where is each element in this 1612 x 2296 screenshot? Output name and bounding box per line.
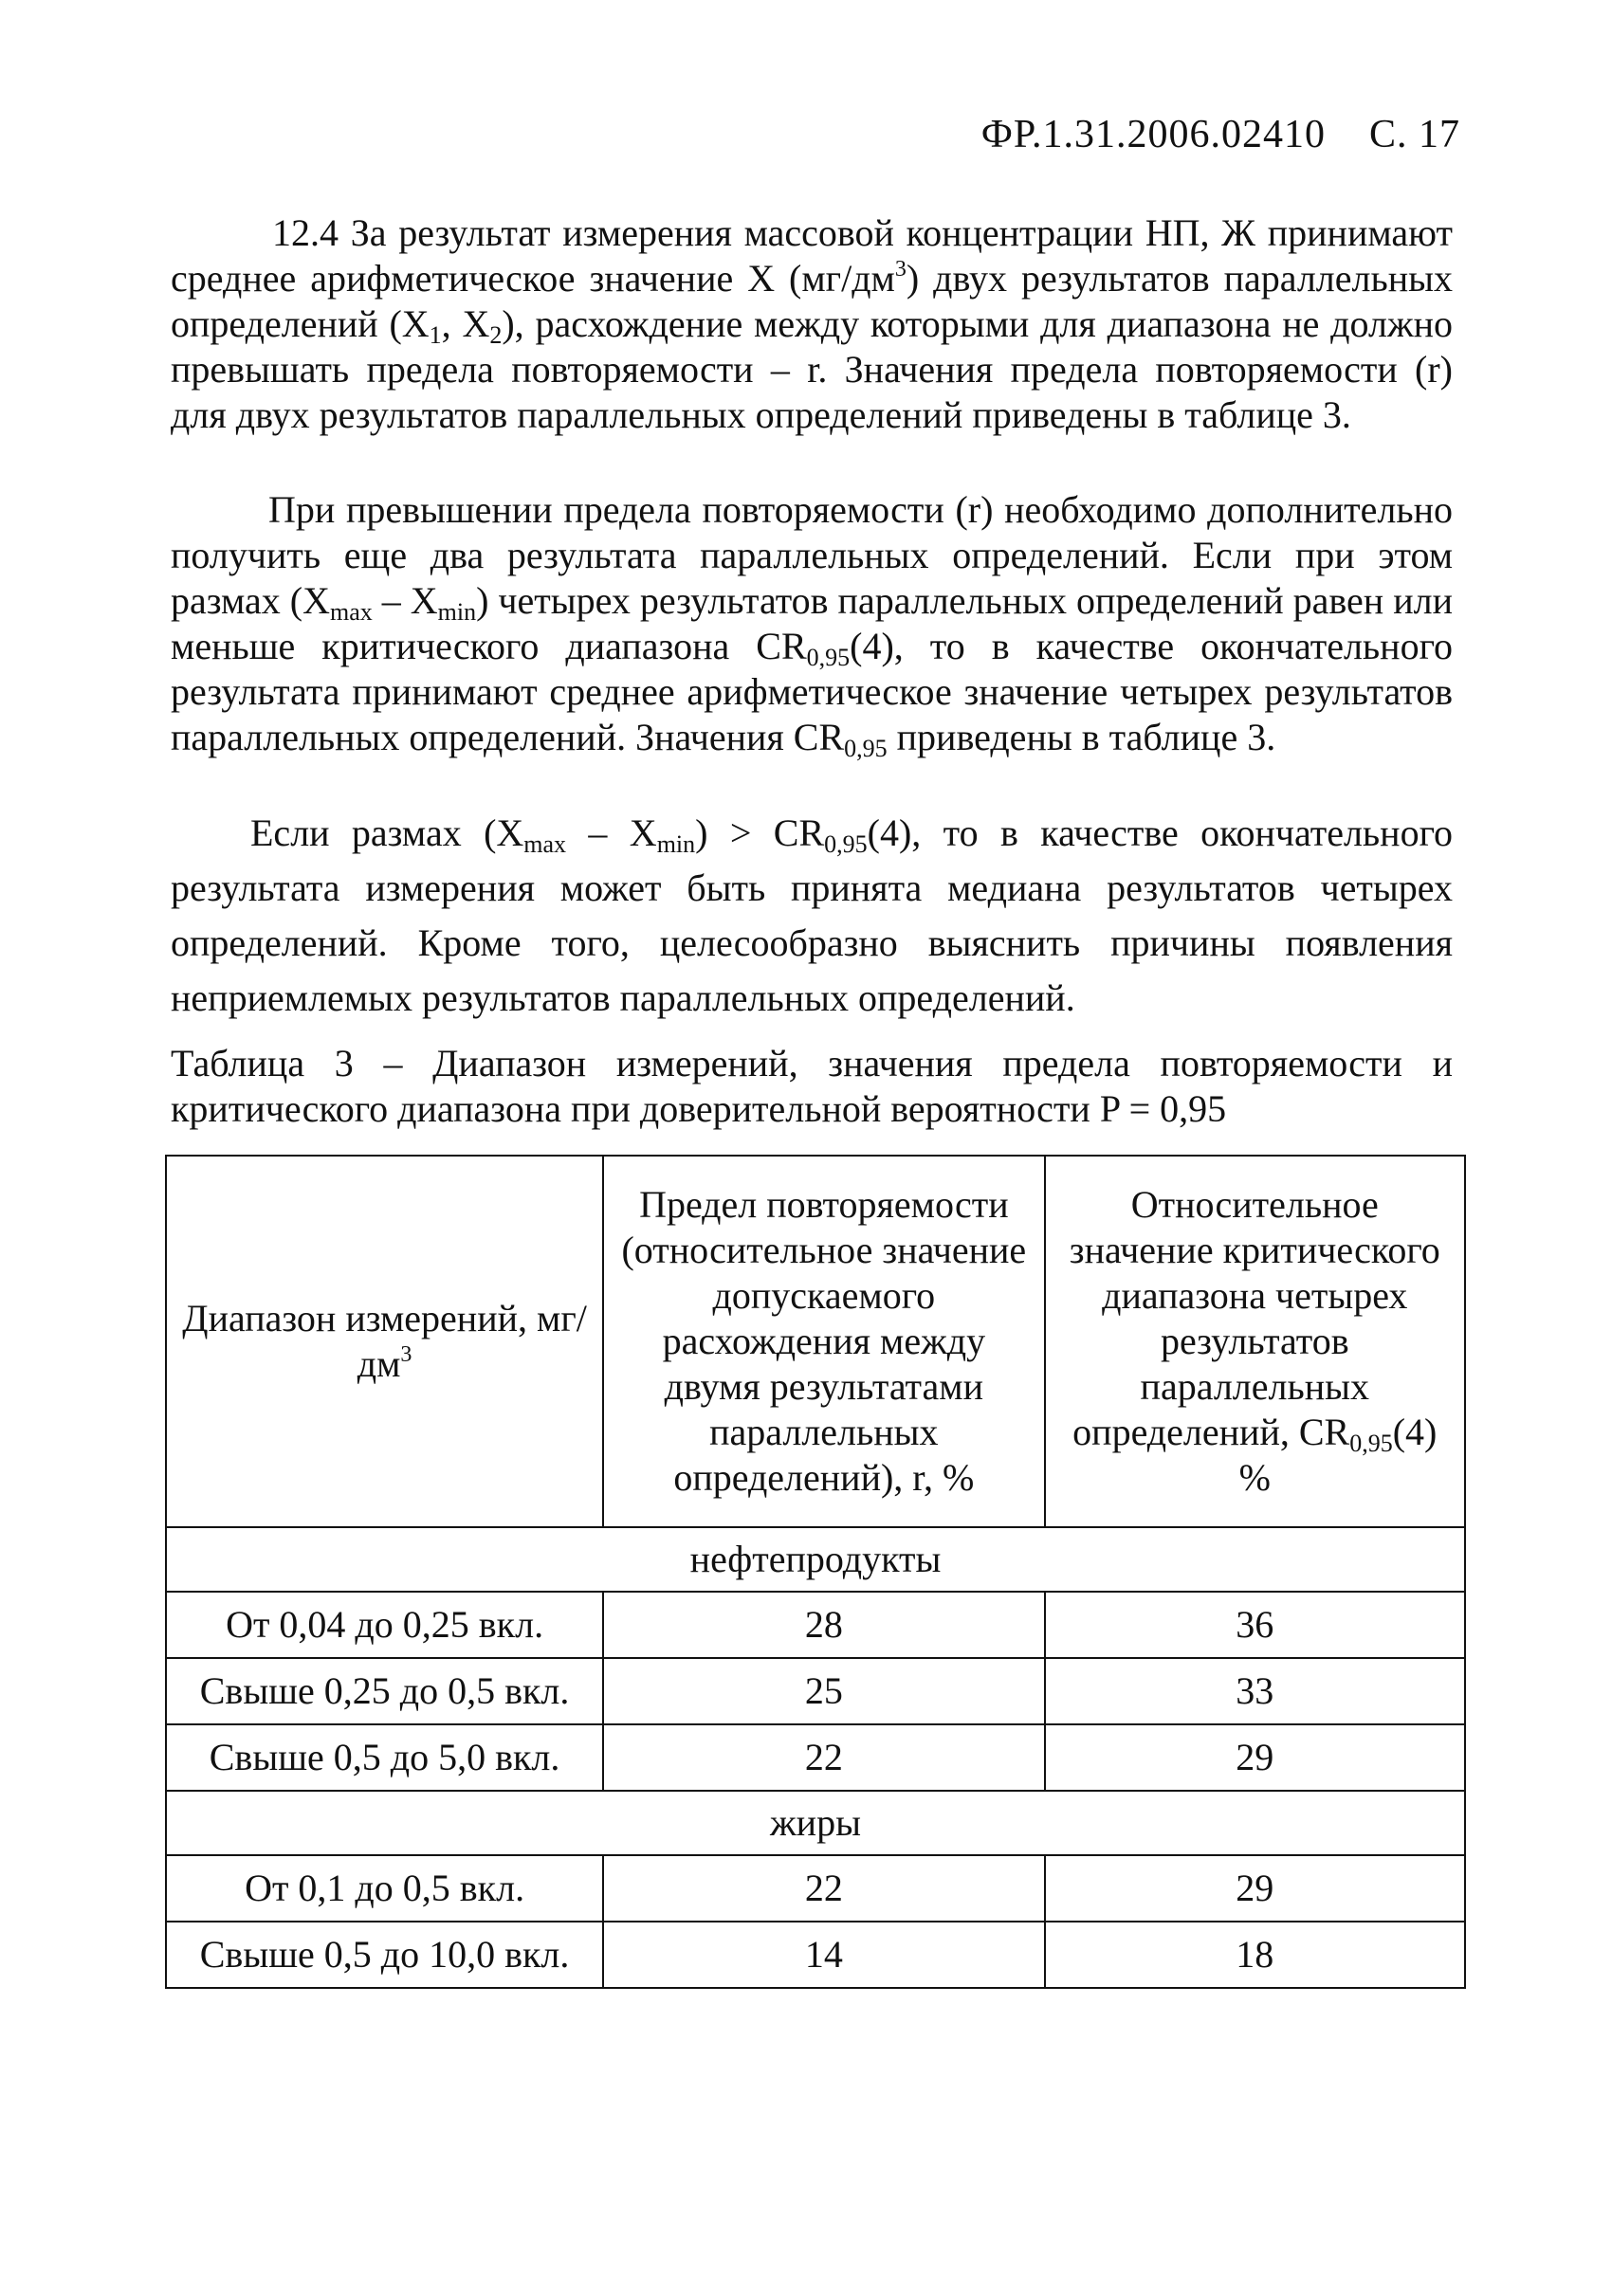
group-name: жиры	[166, 1791, 1465, 1855]
header-critical-range: Относительное значение критического диапазона четырех результатов параллельных определений, $CR_{0,95}(4)$ %	[1045, 1156, 1465, 1527]
paragraph-median-result: Если размах $(X_{max} - X_{min}) > CR_{0,95}(4)$, то в качестве окончательного результата измерения может быть принята медиана результатов четырех определений. Кроме того, целесообразно выяснить причины появления неприемлемых результатов параллельных определений.	[171, 811, 1453, 1019]
range-cell: Свыше 0,5 до 10,0 вкл.	[166, 1922, 603, 1988]
table-row	[166, 1592, 1465, 1658]
table-row	[166, 1658, 1465, 1724]
repeatability-cell: 14	[603, 1922, 1044, 1988]
critical-range-cell: 29	[1045, 1855, 1465, 1922]
table-row	[166, 1922, 1465, 1988]
repeatability-cell: 22	[603, 1855, 1044, 1922]
range-cell: Свыше 0,25 до 0,5 вкл.	[166, 1658, 603, 1724]
critical-range-cell: 18	[1045, 1922, 1465, 1988]
table-body	[166, 1156, 1465, 1988]
repeatability-cell: 28	[603, 1592, 1044, 1658]
repeatability-cell: 22	[603, 1724, 1044, 1791]
group-name: нефтепродукты	[166, 1527, 1465, 1592]
critical-range-cell: 29	[1045, 1724, 1465, 1791]
data-table	[165, 1155, 1466, 1989]
header-range: Диапазон измерений, $мг/дм^3$	[166, 1156, 603, 1527]
paragraph-12-4: 12.4 За результат измерения массовой концентрации НП, Ж принимают среднее арифметическое значение X $(мг/дм^3)$ двух результатов параллельных определений ($X_1$, $X_2$), расхождение между которыми для диапазона не должно превышать предела повторяемости – r. Значения предела повторяемости (r) для двух результатов параллельных определений приведены в таблице 3.	[171, 211, 1454, 436]
range-cell: Свыше 0,5 до 5,0 вкл.	[166, 1724, 603, 1791]
critical-range-cell: 36	[1045, 1592, 1465, 1658]
page-header	[981, 112, 1460, 157]
range-cell: От 0,04 до 0,25 вкл.	[166, 1592, 603, 1658]
table-caption: Таблица 3 – Диапазон измерений, значения предела повторяемости и критического диапазона при доверительной вероятности P = 0,95	[171, 1042, 1453, 1130]
repeatability-cell: 25	[603, 1658, 1044, 1724]
header-repeatability: Предел повторяемости (относительное значение допускаемого расхождения между двумя результатами параллельных определений), r, %	[603, 1156, 1044, 1527]
table-group-row	[166, 1527, 1465, 1592]
table-row	[166, 1855, 1465, 1922]
critical-range-cell: 33	[1045, 1658, 1465, 1724]
document-code: ФР.1.31.2006.02410	[980, 113, 1326, 156]
table-row	[166, 1724, 1465, 1791]
range-cell: От 0,1 до 0,5 вкл.	[166, 1855, 603, 1922]
paragraph-repeatability-exceeded: При превышении предела повторяемости (r) необходимо дополнительно получить еще два результата параллельных определений. Если при этом размах $(X_{max} - X_{min})$ четырех результатов параллельных определений равен или меньше критического диапазона $CR_{0,95}(4)$, то в качестве окончательного результата принимают среднее арифметическое значение четырех результатов параллельных определений. Значения $CR_{0,95}$ приведены в таблице 3.	[171, 488, 1453, 762]
table-header-row	[166, 1156, 1465, 1527]
table-group-row	[166, 1791, 1465, 1855]
page-number: С. 17	[1368, 113, 1460, 156]
